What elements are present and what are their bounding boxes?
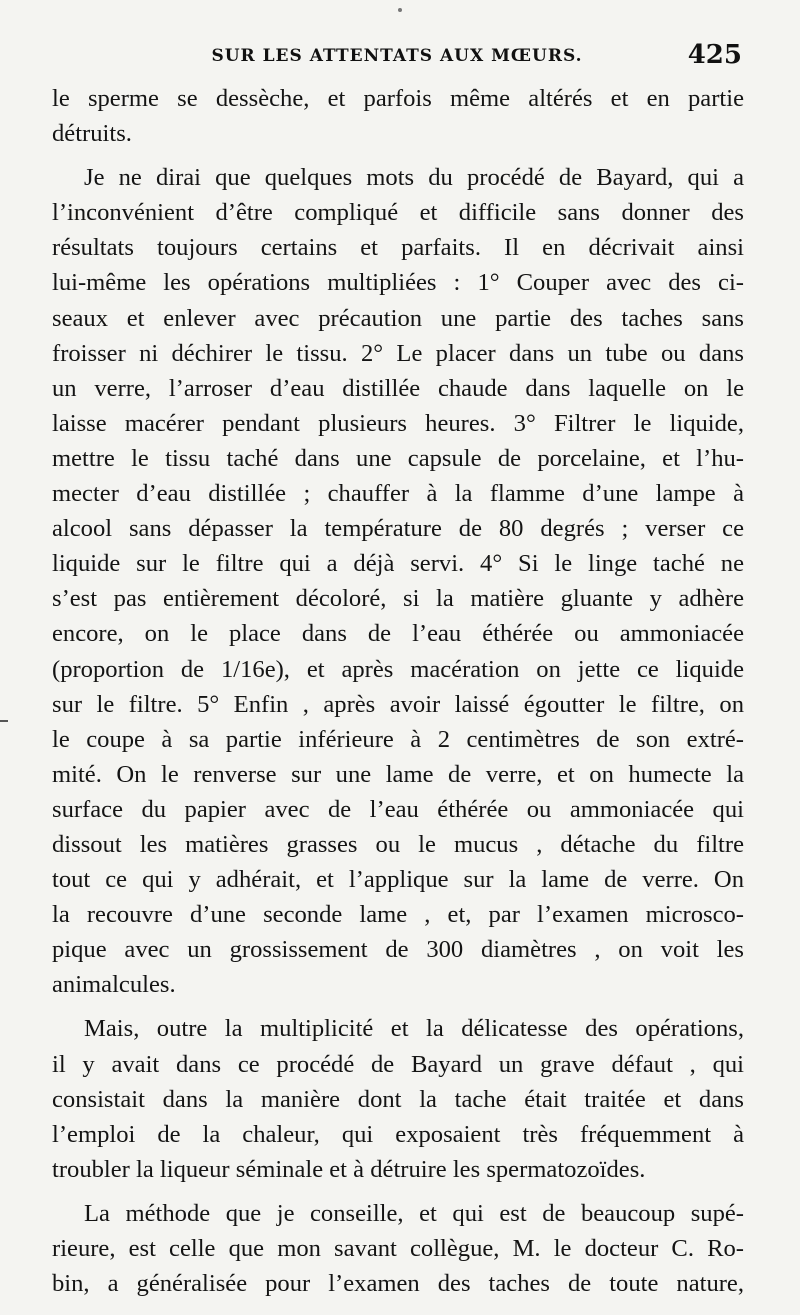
text-line: seaux et enlever avec précaution une partie des taches sans xyxy=(52,304,744,332)
text-line: sur le filtre. 5° Enfin , après avoir laissé égoutter le filtre, on xyxy=(52,690,744,718)
page-header xyxy=(52,40,742,80)
text-line: le coupe à sa partie inférieure à 2 centimètres de son extré- xyxy=(52,725,744,753)
text-line: tout ce qui y adhérait, et l’applique sur la lame de verre. On xyxy=(52,866,744,894)
text-line: l’emploi de la chaleur, qui exposaient très fréquemment à xyxy=(52,1120,744,1148)
ink-speck xyxy=(398,8,402,12)
text-line: laisse macérer pendant plusieurs heures. 3° Filtrer le liquide, xyxy=(52,409,744,437)
text-line: dissout les matières grasses ou le mucus , détache du filtre xyxy=(52,830,744,858)
running-title: SUR LES ATTENTATS AUX MŒURS. xyxy=(211,46,583,66)
page-number: 425 xyxy=(687,40,742,70)
text-line: froisser ni déchirer le tissu. 2° Le placer dans un tube ou dans xyxy=(52,339,744,367)
text-line: mettre le tissu taché dans une capsule de porcelaine, et l’hu- xyxy=(52,444,744,472)
text-line: animalcules. xyxy=(52,971,176,999)
margin-mark xyxy=(0,720,8,722)
text-line: la recouvre d’une seconde lame , et, par l’examen microsco- xyxy=(52,901,744,929)
text-line: bin, a généralisée pour l’examen des taches de toute nature, xyxy=(52,1270,744,1298)
text-line: troubler la liqueur séminale et à détruire les spermatozoïdes. xyxy=(52,1155,646,1183)
paragraph-start-line: La méthode que je conseille, et qui est de beaucoup supé- xyxy=(84,1199,744,1227)
text-line: s’est pas entièrement décoloré, si la matière gluante y adhère xyxy=(52,585,744,613)
text-line: mecter d’eau distillée ; chauffer à la flamme d’une lampe à xyxy=(52,480,744,508)
text-line: il y avait dans ce procédé de Bayard un grave défaut , qui xyxy=(52,1050,744,1078)
text-line: mité. On le renverse sur une lame de verre, et on humecte la xyxy=(52,760,744,788)
text-line: alcool sans dépasser la température de 80 degrés ; verser ce xyxy=(52,515,744,543)
body-text xyxy=(52,81,744,1301)
text-line: l’inconvénient d’être compliqué et difficile sans donner des xyxy=(52,199,744,227)
text-line: détruits. xyxy=(52,120,132,148)
paragraph-start-line: Mais, outre la multiplicité et la délicatesse des opérations, xyxy=(84,1015,744,1043)
text-line: un verre, l’arroser d’eau distillée chaude dans laquelle on le xyxy=(52,374,744,402)
text-line: liquide sur le filtre qui a déjà servi. 4° Si le linge taché ne xyxy=(52,550,744,578)
paragraph-start-line: Je ne dirai que quelques mots du procédé de Bayard, qui a xyxy=(84,164,744,192)
text-line: pique avec un grossissement de 300 diamètres , on voit les xyxy=(52,936,744,964)
text-line: rieure, est celle que mon savant collègue, M. le docteur C. Ro- xyxy=(52,1235,744,1262)
text-line: le sperme se dessèche, et parfois même altérés et en partie xyxy=(52,85,744,112)
text-line: lui-même les opérations multipliées : 1° Couper avec des ci- xyxy=(52,269,744,297)
text-line: consistait dans la manière dont la tache était traitée et dans xyxy=(52,1085,744,1113)
text-line: résultats toujours certains et parfaits. Il en décrivait ainsi xyxy=(52,234,744,262)
text-line: (proportion de 1/16e), et après macération on jette ce liquide xyxy=(52,655,744,683)
text-line: surface du papier avec de l’eau éthérée ou ammoniacée qui xyxy=(52,795,744,823)
text-line: encore, on le place dans de l’eau éthérée ou ammoniacée xyxy=(52,620,744,648)
